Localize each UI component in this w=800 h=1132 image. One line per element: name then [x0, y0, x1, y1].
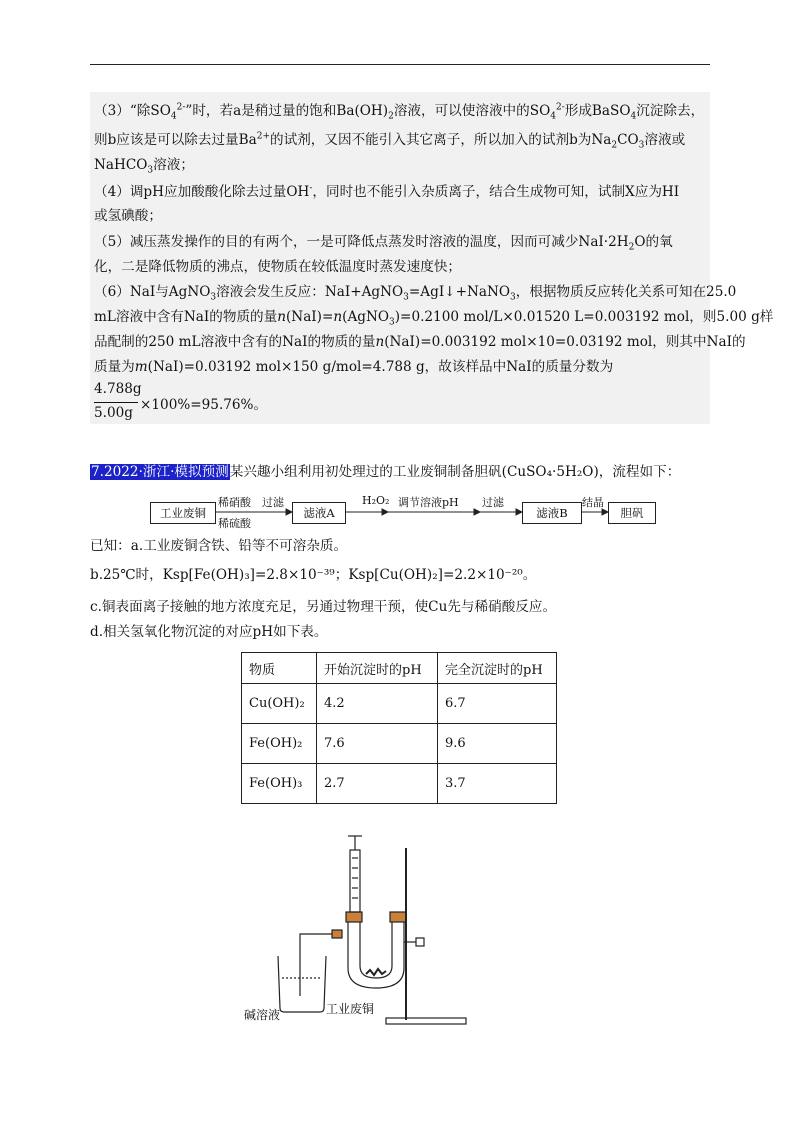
table-cell-substance: Cu(OH)₂ [242, 684, 317, 724]
table-cell-complete: 3.7 [438, 764, 557, 804]
copper-pieces [366, 969, 386, 975]
fraction-denominator: 5.00g [94, 405, 133, 421]
sulfate-formula: $SO_4^{2-}$ [150, 102, 186, 122]
table-header: 完全沉淀时的pH [438, 653, 557, 684]
label-waste-copper: 工业废铜 [326, 1002, 375, 1016]
answer-line-5: （5）减压蒸发操作的目的有两个，一是可降低点蒸发时溶液的温度，因而可减少$NaI\cdot 2H_2O$的氧 [94, 234, 673, 253]
flow-step-adjust-ph: 调节溶液pH [398, 496, 459, 509]
delivery-tube [300, 934, 340, 996]
answer-line-6-d: 质量为m(NaI)=0.03192 mol×150 g/mol=4.788 g，故该样品中NaI的质量分数为 [94, 359, 614, 375]
table-header: 开始沉淀时的pH [317, 653, 438, 684]
flow-step-crystallize: 结晶 [582, 496, 604, 509]
process-flowchart [150, 494, 660, 534]
known-b: b.25℃时，Ksp[Fe(OH)₃]=2.8×10⁻³⁹；Ksp[Cu(OH)₂]=2.2×10⁻²⁰。 [90, 567, 537, 583]
table-row [242, 724, 557, 764]
ph-table [241, 652, 557, 804]
flow-box-filtrate-a: 滤液A [292, 502, 346, 524]
question-source-tag[interactable]: 7.2022·浙江·模拟预测 [91, 464, 229, 480]
flow-reagent-nitric: 稀硝酸 [218, 496, 251, 509]
flow-box-waste-copper: 工业废铜 [150, 502, 216, 524]
known-d: d.相关氢氧化物沉淀的对应pH如下表。 [90, 624, 328, 640]
header-rule [90, 64, 710, 65]
table-cell-start: 4.2 [317, 684, 438, 724]
answer-line-4-end: 或氢碘酸； [94, 208, 162, 224]
stand-base [386, 1018, 466, 1024]
known-c: c.铜表面离子接触的地方浓度充足，另通过物理干预，使Cu先与稀硝酸反应。 [90, 599, 557, 615]
flow-step-h2o2: H₂O₂ [362, 494, 390, 507]
table-cell-start: 2.7 [317, 764, 438, 804]
question-intro: 7.2022·浙江·模拟预测某兴趣小组利用初处理过的工业废铜制备胆矾(CuSO₄·5H₂O)，流程如下： [91, 464, 681, 480]
table-cell-complete: 6.7 [438, 684, 557, 724]
flow-box-filtrate-b: 滤液B [522, 502, 582, 524]
table-cell-complete: 9.6 [438, 724, 557, 764]
flow-step-filter-1: 过滤 [262, 496, 284, 509]
fraction-bar [94, 402, 138, 403]
apparatus-drawing [230, 828, 510, 1028]
table-row [242, 764, 557, 804]
known-a: 已知：a.工业废铜含铁、铅等不可溶杂质。 [90, 538, 348, 554]
flow-reagent-sulfuric: 稀硫酸 [218, 517, 251, 530]
table-header-row [242, 653, 557, 684]
apparatus-figure [230, 828, 510, 1028]
answer-line-3-cont: 则b应该是可以除去过量$Ba^{2+}$的试剂，又因不能引入其它离子，所以加入的试剂b为$Na_2CO_3$溶液或 [94, 131, 686, 151]
answer-line-6-b: mL溶液中含有NaI的物质的量n(NaI)=n(AgNO$_3$)=0.2100 mol/L×0.01520 L=0.003192 mol，则5.00 g样 [94, 309, 774, 328]
table-cell-start: 7.6 [317, 724, 438, 764]
table-row [242, 684, 557, 724]
answer-line-6-c: 品配制的250 mL溶液中含有的NaI的物质的量n(NaI)=0.003192 mol×10=0.03192 mol，则其中NaI的 [94, 334, 746, 350]
flow-step-filter-2: 过滤 [482, 496, 504, 509]
answer-line-5-end: 化，二是降低物质的沸点，使物质在较低温度时蒸发速度快； [94, 259, 462, 275]
fraction-result: ×100%=95.76%。 [140, 397, 268, 413]
label-alkali-solution: 碱溶液 [244, 1008, 281, 1022]
beaker [278, 956, 326, 1012]
syringe [350, 850, 360, 912]
flow-box-chalcanthite: 胆矾 [608, 502, 656, 524]
table-cell-substance: Fe(OH)₂ [242, 724, 317, 764]
fraction-numerator: 4.788g [94, 381, 142, 397]
answer-line-3: （3）“除$SO_4^{2-}$”时，若a是稍过量的饱和$Ba(OH)_2$溶液，可以使溶液中的$SO_4^{2-}$形成BaSO$_4$沉淀除去， [94, 102, 705, 122]
answer-line-6: （6）NaI与AgNO$_3$溶液会发生反应：NaI+AgNO$_3$=AgI↓+NaNO$_3$，根据物质反应转化关系可知在25.0 [94, 284, 737, 303]
answer-line-4: （4）调pH应加酸酸化除去过量OH-，同时也不能引入杂质离子，结合生成物可知，试制X应为HI [94, 183, 680, 200]
answer-line-3-end: NaHCO$_3$溶液； [94, 157, 194, 176]
ksp-fe-oh3: Ksp[Fe(OH)₃]=2.8×10⁻³⁹ [162, 567, 335, 583]
table-cell-substance: Fe(OH)₃ [242, 764, 317, 804]
table-header: 物质 [242, 653, 317, 684]
chalcanthite-formula: (CuSO₄·5H₂O) [501, 464, 599, 480]
ksp-cu-oh2: Ksp[Cu(OH)₂]=2.2×10⁻²⁰ [348, 567, 523, 583]
